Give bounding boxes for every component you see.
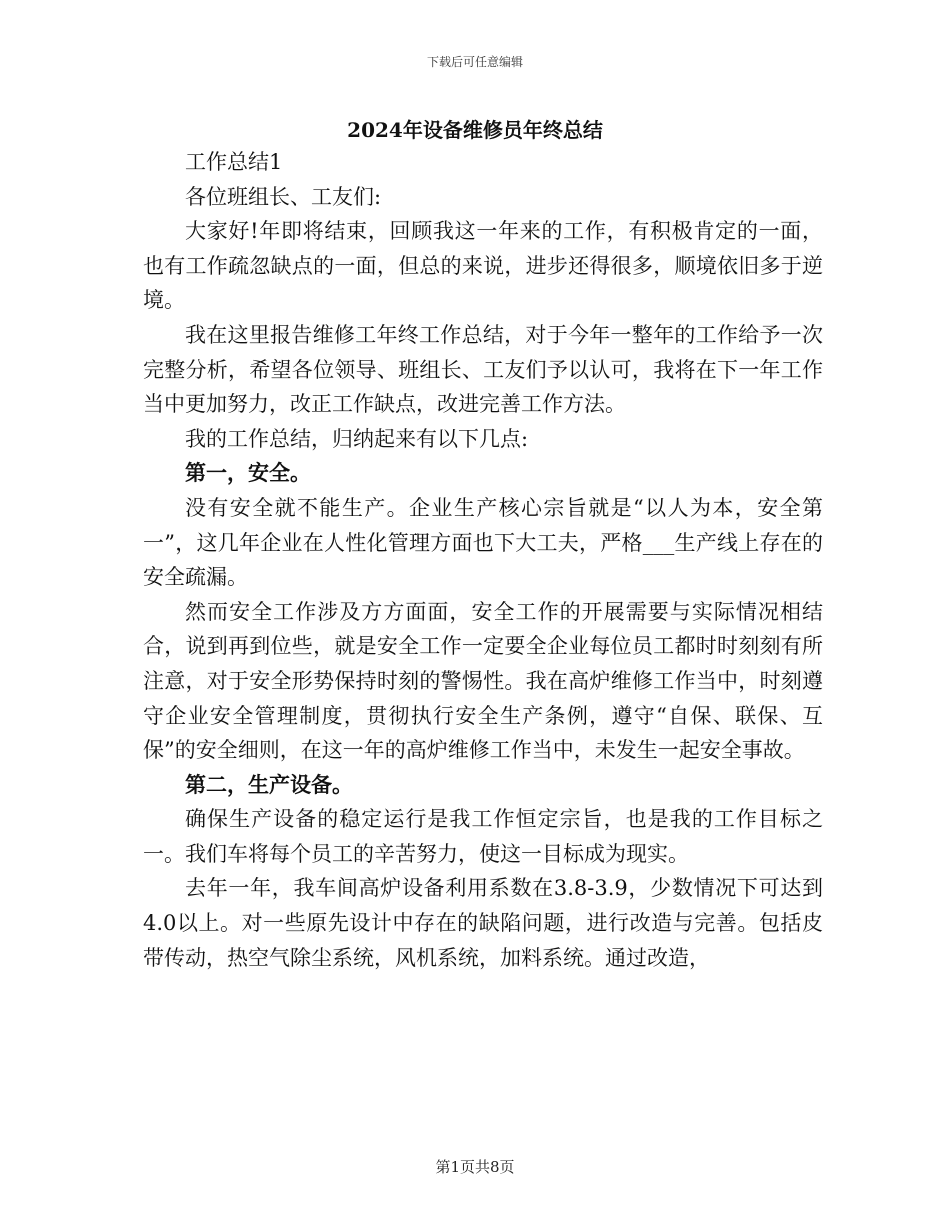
paragraph-report: 我在这里报告维修工年终工作总结，对于今年一整年的工作给予一次完整分析，希望各位领导、班组长、工友们予以认可，我将在下一年工作当中更加努力，改正工作缺点，改进完善工作方法。 (143, 322, 823, 417)
paragraph-safety-2: 然而安全工作涉及方方面面，安全工作的开展需要与实际情况相结合，说到再到位些，就是安全工作一定要全企业每位员工都时时刻刻有所注意，对于安全形势保持时刻的警惕性。我在高炉维修工作当中，时刻遵守企业安全管理制度，贯彻执行安全生产条例，遵守“自保、联保、互保”的安全细则，在这一年的高炉维修工作当中，未发生一起安全事故。 (143, 599, 823, 763)
paragraph-summary-label: 工作总结1 (185, 150, 283, 174)
page-header: 下载后可任意编辑 (426, 55, 523, 69)
document-body (143, 145, 823, 975)
paragraph-equipment-1: 确保生产设备的稳定运行是我工作恒定宗旨，也是我的工作目标之一。我们车将每个员工的辛苦努力，使这一目标成为现实。 (143, 807, 823, 866)
paragraph-summary-points: 我的工作总结，归纳起来有以下几点: (185, 426, 529, 451)
page-footer: 第1页共8页 (435, 1158, 515, 1176)
paragraph-salutation: 各位班组长、工友们: (185, 184, 382, 209)
paragraph-safety-1: 没有安全就不能生产。企业生产核心宗旨就是“以人为本，安全第一”，这几年企业在人性化管理方面也下大工夫，严格___生产线上存在的安全疏漏。 (143, 495, 823, 590)
document-title: 2024年设备维修员年终总结 (347, 118, 603, 142)
section-heading-equipment: 第二，生产设备。 (185, 771, 353, 797)
paragraph-intro: 大家好!年即将结束，回顾我这一年来的工作，有积极肯定的一面，也有工作疏忽缺点的一面，但总的来说，进步还得很多，顺境依旧多于逆境。 (143, 219, 823, 313)
section-heading-safety: 第一，安全。 (185, 460, 311, 486)
paragraph-equipment-2: 去年一年，我车间高炉设备利用系数在3.8-3.9，少数情况下可达到4.0以上。对一些原先设计中存在的缺陷问题，进行改造与完善。包括皮带传动，热空气除尘系统，风机系统，加料系统。通过改造， (143, 876, 823, 970)
